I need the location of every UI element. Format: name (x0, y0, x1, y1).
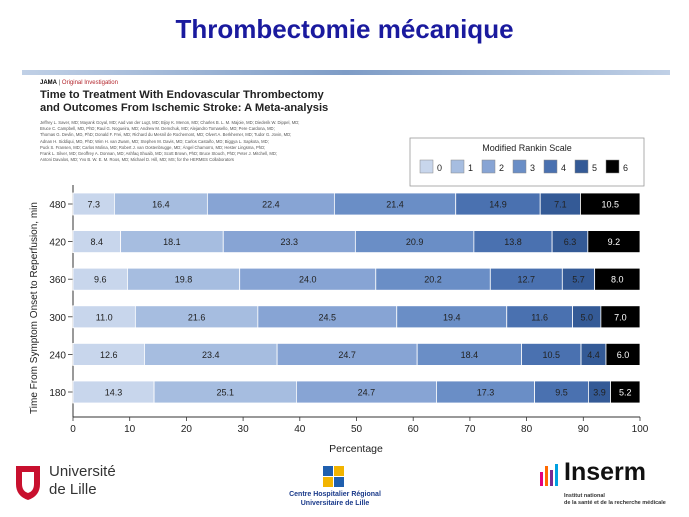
data-label: 5.2 (619, 387, 632, 398)
y-tick-label: 180 (49, 388, 66, 399)
y-axis-label: Time From Symptom Onset to Reperfusion, min (29, 202, 40, 414)
data-label: 24.5 (318, 312, 337, 323)
legend-swatch (513, 160, 526, 173)
data-label: 10.5 (542, 349, 561, 360)
y-tick-label: 420 (49, 237, 66, 249)
legend-swatch (420, 160, 433, 173)
x-tick-label: 100 (631, 424, 649, 435)
paper-title-line-2: and Outcomes From Ischemic Stroke: A Meta-analysis (40, 102, 329, 114)
data-label: 9.5 (555, 387, 568, 398)
data-label: 14.9 (489, 199, 507, 210)
data-label: 6.0 (616, 349, 630, 360)
data-label: 19.8 (174, 274, 193, 285)
data-label: 17.3 (476, 387, 495, 398)
legend-swatch (606, 160, 619, 173)
author-line: Antoni Davalos, MD; Yvo B. W. E. M. Roos, MD; Michael D. Hill, MD; MS; for the HERMES Collaborators (40, 157, 234, 163)
data-label: 23.4 (202, 349, 220, 360)
x-tick-label: 20 (180, 424, 192, 435)
data-label: 6.3 (563, 237, 577, 248)
author-line: Puck S. Fransen, MD; Carlos Molina, MD; Robert J. van Oostenbrugge, MD; Ángel Chamorro, MD; Hester Lingsma, PhD; (40, 144, 266, 150)
x-tick-label: 60 (407, 424, 419, 435)
data-label: 9.6 (93, 274, 107, 285)
y-tick-label: 480 (49, 200, 66, 211)
author-line: Bruce C. Campbell, MD, PhD; Raul G. Nogueira, MD; Andrew M. Demchuk, MD; Alejandro Tomasello, MD; Pere Cardona, MD; (40, 126, 275, 132)
x-axis-label: Percentage (329, 443, 383, 455)
legend-swatch (482, 160, 495, 173)
data-label: 20.2 (424, 274, 442, 285)
y-tick-label: 240 (49, 350, 66, 362)
data-label: 8.4 (90, 237, 104, 248)
y-tick-label: 300 (49, 312, 66, 324)
data-label: 12.6 (99, 349, 118, 360)
inserm-logo-name: Inserm (564, 458, 646, 486)
data-label: 3.9 (593, 387, 606, 398)
data-label: 7.3 (87, 199, 100, 210)
author-line: Thomas G. Devlin, MD, PhD; Donald F. Frei, MD; Richard du Mesnil de Rochemont, MD; Olvert A. Berkhemer, MD; Tudor G. Jovin, MD; (40, 132, 292, 138)
data-label: 20.9 (405, 237, 424, 248)
data-label: 9.2 (607, 237, 621, 248)
legend-swatch (451, 160, 464, 173)
data-label: 11.6 (531, 312, 549, 323)
data-label: 12.7 (517, 274, 536, 285)
x-tick-label: 0 (70, 424, 76, 435)
slide-title: Thrombectomie mécanique (175, 14, 514, 44)
data-label: 25.1 (216, 387, 235, 398)
legend-label: 0 (437, 163, 443, 173)
x-tick-label: 80 (521, 424, 533, 435)
x-tick-label: 90 (577, 424, 589, 435)
data-label: 13.8 (504, 237, 522, 248)
universite-de-lille-logo (12, 462, 152, 502)
y-tick-label: 360 (49, 275, 66, 287)
legend-label: 5 (592, 163, 598, 173)
data-label: 5.0 (580, 312, 593, 323)
data-label: 22.4 (262, 199, 280, 210)
data-label: 19.4 (442, 312, 461, 323)
data-label: 14.3 (104, 387, 123, 398)
lille-emblem-icon (12, 462, 46, 502)
lille-logo-line-2: de Lille (49, 481, 97, 498)
chru-logo-line-1: Centre Hospitalier Régional (289, 491, 381, 498)
chart-bars (73, 193, 640, 403)
data-label: 24.7 (338, 349, 356, 360)
legend-label: 1 (468, 163, 474, 173)
data-label: 8.0 (611, 274, 624, 285)
data-label: 7.0 (614, 312, 627, 323)
x-tick-label: 30 (237, 424, 249, 435)
data-label: 11.0 (95, 312, 113, 323)
chru-lille-logo (270, 462, 400, 512)
inserm-bars-icon (538, 462, 562, 492)
legend-label: 4 (561, 163, 567, 173)
data-label: 21.4 (386, 199, 404, 210)
x-tick-label: 10 (124, 424, 136, 435)
author-line: Frank L. Silver, MD; Geoffrey A. Donnan, MD; Ashfaq Shuaib, MD; Scott Brown, PhD; Bruce Stouch, PhD; Peter J. Mitchell, MD; (40, 151, 278, 157)
data-label: 16.4 (152, 199, 170, 210)
data-label: 23.3 (280, 237, 299, 248)
data-label: 18.1 (163, 237, 181, 248)
x-tick-label: 50 (350, 424, 363, 435)
journal-section: Original Investigation (61, 80, 118, 86)
x-tick-label: 70 (464, 424, 476, 435)
chru-logo-line-2: Universitaire de Lille (300, 500, 370, 507)
inserm-logo (538, 458, 683, 513)
data-label: 21.6 (187, 312, 206, 323)
author-line: Adnan H. Siddiqui, MD, PhD; Wim H. van Zwam, MD; Stephen M. Davis, MD; Carlos Castaño, MD; Biggya L. Sapkota, MD; (40, 138, 269, 144)
data-label: 24.0 (298, 274, 317, 285)
legend-label: 3 (530, 163, 536, 173)
legend-swatch (544, 160, 557, 173)
data-label: 24.7 (357, 387, 376, 398)
legend-swatch (575, 160, 588, 173)
journal-name: JAMA (40, 80, 58, 86)
paper-title-line-1: Time to Treatment With Endovascular Thrombectomy (40, 89, 324, 101)
chart-legend (410, 138, 644, 186)
data-label: 18.4 (460, 349, 479, 360)
data-label: 4.4 (587, 349, 600, 360)
journal-line: JAMA | Original Investigation (40, 80, 118, 86)
data-label: 10.5 (601, 199, 619, 210)
data-label: 7.1 (554, 199, 567, 210)
legend-label: 2 (499, 163, 505, 173)
inserm-logo-line-1: Institut national (564, 493, 605, 499)
x-tick-label: 40 (294, 424, 306, 435)
data-label: 5.7 (572, 274, 585, 285)
inserm-logo-line-2: de la santé et de la recherche médicale (564, 500, 666, 506)
lille-logo-line-1: Université (49, 463, 116, 480)
chru-emblem-icon (319, 462, 349, 490)
author-line: Jeffrey L. Saver, MD; Mayank Goyal, MD; Aad van der Lugt, MD; Bijoy K. Menon, MD; Charles B. L. M. Majoie, MD; Diederik W. Dippel, MD; (40, 120, 300, 125)
legend-title: Modified Rankin Scale (482, 143, 572, 153)
legend-label: 6 (623, 163, 629, 173)
